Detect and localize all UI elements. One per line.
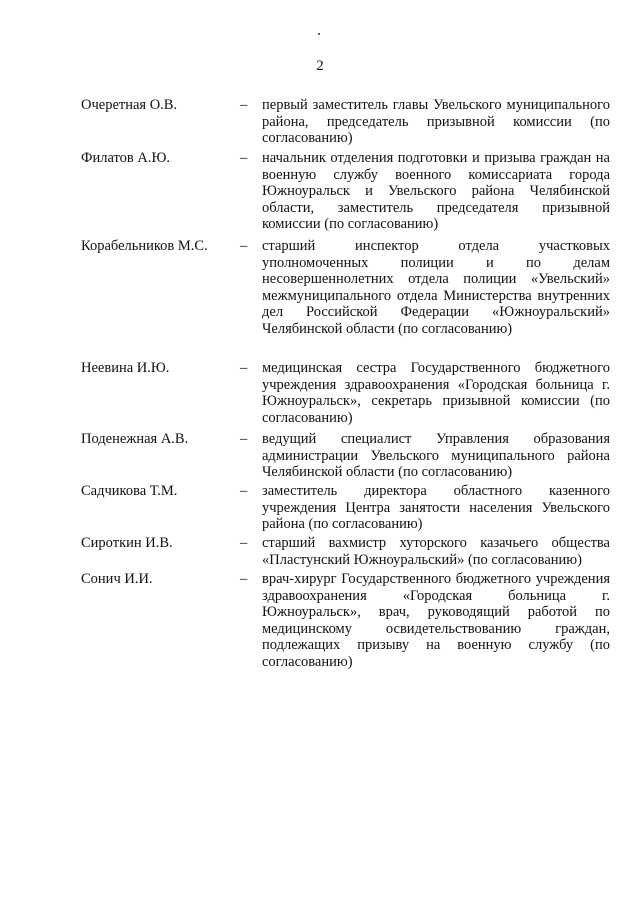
member-dash: –	[240, 360, 248, 376]
member-name: Сироткин И.В.	[81, 535, 173, 551]
member-description: ведущий специалист Управления образования администрации Увельского муниципального района Челябинской области (по согласованию)	[262, 431, 610, 481]
member-name: Сонич И.И.	[81, 571, 153, 587]
member-dash: –	[240, 535, 248, 551]
member-dash: –	[240, 150, 248, 166]
member-description: медицинская сестра Государственного бюджетного учреждения здравоохранения «Городская больница г. Южноуральск», секретарь призывной комиссии (по согласованию)	[262, 360, 610, 426]
member-name: Поденежная А.В.	[81, 431, 189, 447]
member-name: Неевина И.Ю.	[81, 360, 170, 376]
member-description: врач-хирург Государственного бюджетного учреждения здравоохранения «Городская больница г. Южноуральск», врач, руководящий работой по медицинскому освидетельствованию граждан, подлежащих призыву на военную службу (по согласованию)	[262, 571, 610, 670]
member-dash: –	[240, 571, 248, 587]
page-number: 2	[316, 58, 324, 74]
member-dash: –	[240, 97, 248, 113]
member-description: начальник отделения подготовки и призыва граждан на военную службу военного комиссариата города Южноуральск и Увельского района Челябинской области, заместитель председателя призывной комиссии (по согласованию)	[262, 150, 610, 233]
member-name: Филатов А.Ю.	[81, 150, 171, 166]
member-name: Очеретная О.В.	[81, 97, 178, 113]
member-description: первый заместитель главы Увельского муниципального района, председатель призывной комиссии (по согласованию)	[262, 97, 610, 147]
scan-speck	[318, 33, 320, 35]
member-name: Садчикова Т.М.	[81, 483, 178, 499]
member-description: старший вахмистр хуторского казачьего общества «Пластунский Южноуральский» (по согласованию)	[262, 535, 610, 568]
member-name: Корабельников М.С.	[81, 238, 208, 254]
member-description: заместитель директора областного казенного учреждения Центра занятости населения Увельского района (по согласованию)	[262, 483, 610, 533]
member-dash: –	[240, 483, 248, 499]
member-description: старший инспектор отдела участковых уполномоченных полиции и по делам несовершеннолетних отдела полиции «Увельский» межмуниципального отдела Министерства внутренних дел Российской Федерации «Южноуральский» Челябинской области (по согласованию)	[262, 238, 610, 337]
member-dash: –	[240, 238, 248, 254]
member-dash: –	[240, 431, 248, 447]
